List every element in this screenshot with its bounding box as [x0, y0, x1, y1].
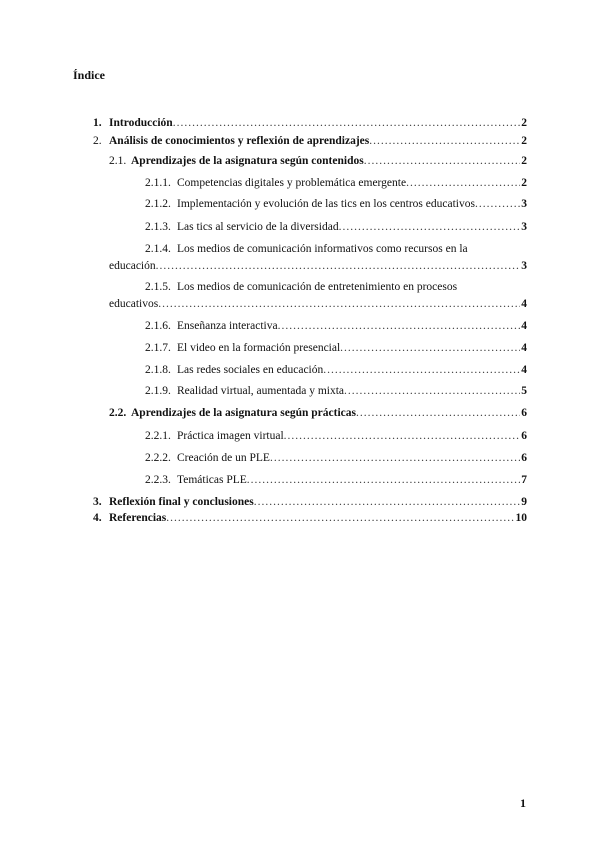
- toc-entry-analisis[interactable]: [109, 135, 527, 147]
- toc-number: 2.1.: [109, 155, 127, 167]
- toc-entry-ensenanza-interactiva[interactable]: [177, 320, 527, 332]
- toc-entry-label: Práctica imagen virtual: [177, 430, 284, 442]
- toc-page-number: 4: [521, 342, 527, 354]
- toc-entry-label: Las redes sociales en educación: [177, 364, 324, 376]
- toc-leader-dots: [406, 177, 520, 189]
- toc-leader-dots: [369, 135, 520, 147]
- toc-entry-implementacion[interactable]: [177, 198, 527, 210]
- toc-number: 2.2.3.: [145, 474, 171, 486]
- toc-leader-dots: [254, 496, 521, 508]
- toc-entry-video-formacion[interactable]: [177, 342, 527, 354]
- toc-entry-label: Reflexión final y conclusiones: [109, 496, 254, 508]
- toc-page-number: 2: [521, 155, 527, 167]
- toc-number: 2.1.7.: [145, 342, 171, 354]
- toc-entry-aprendizajes-contenidos[interactable]: [131, 155, 527, 167]
- toc-entry-aprendizajes-practicas[interactable]: [131, 407, 527, 419]
- toc-leader-dots: [356, 407, 520, 419]
- toc-entry-label: Introducción: [109, 117, 173, 129]
- toc-leader-dots: [166, 512, 514, 524]
- toc-number: 4.: [93, 512, 102, 524]
- toc-page-number: 2: [521, 135, 527, 147]
- toc-number: 3.: [93, 496, 102, 508]
- page-title: Índice: [73, 68, 106, 82]
- toc-page-number: 7: [521, 474, 527, 486]
- toc-leader-dots: [247, 474, 520, 486]
- toc-entry-medios-entretenimiento[interactable]: [109, 298, 527, 310]
- toc-entry-tics-diversidad[interactable]: [177, 221, 527, 233]
- toc-number: 2.1.4.: [145, 243, 171, 255]
- toc-page-number: 2: [521, 117, 527, 129]
- toc-number: 2.2.2.: [145, 452, 171, 464]
- toc-page-number: 3: [521, 260, 527, 272]
- toc-entry-label: Implementación y evolución de las tics en los centros educativos: [177, 198, 475, 210]
- toc-entry-label: Aprendizajes de la asignatura según contenidos: [131, 155, 364, 167]
- toc-entry-label: Aprendizajes de la asignatura según prácticas: [131, 407, 356, 419]
- toc-leader-dots: [339, 221, 521, 233]
- toc-entry-tematicas-ple[interactable]: [177, 474, 527, 486]
- toc-page-number: 3: [521, 221, 527, 233]
- toc-page-number: 4: [521, 320, 527, 332]
- toc-number: 2.1.2.: [145, 198, 171, 210]
- toc-page-number: 3: [521, 198, 527, 210]
- toc-entry-label: educación: [109, 260, 156, 272]
- toc-entry-label: Competencias digitales y problemática emergente: [177, 177, 407, 189]
- toc-number: 2.1.5.: [145, 281, 171, 293]
- toc-entry-reflexion-final[interactable]: [109, 496, 527, 508]
- toc-entry-label: Realidad virtual, aumentada y mixta: [177, 385, 345, 397]
- toc-entry-label: Análisis de conocimientos y reflexión de aprendizajes: [109, 135, 370, 147]
- toc-leader-dots: [475, 198, 520, 210]
- toc-page-number: 4: [521, 298, 527, 310]
- toc-entry-realidad-virtual[interactable]: [177, 385, 527, 397]
- toc-entry-label: Creación de un PLE: [177, 452, 270, 464]
- toc-entry-label: El video en la formación presencial: [177, 342, 341, 354]
- toc-number: 2.2.1.: [145, 430, 171, 442]
- toc-entry-medios-informativos[interactable]: [109, 260, 527, 272]
- toc-entry-label-line1: Los medios de comunicación de entretenimiento en procesos: [177, 281, 458, 293]
- toc-leader-dots: [284, 430, 521, 442]
- toc-leader-dots: [344, 385, 520, 397]
- toc-leader-dots: [323, 364, 520, 376]
- toc-page-number: 2: [521, 177, 527, 189]
- page-number: 1: [520, 796, 526, 810]
- toc-leader-dots: [270, 452, 520, 464]
- toc-entry-label-line1: Los medios de comunicación informativos como recursos en la: [177, 243, 468, 255]
- toc-page-number: 10: [515, 512, 527, 524]
- toc-number: 2.2.: [109, 407, 127, 419]
- toc-number: 2.1.8.: [145, 364, 171, 376]
- toc-entry-referencias[interactable]: [109, 512, 527, 524]
- toc-entry-competencias[interactable]: [177, 177, 527, 189]
- toc-entry-label: Temáticas PLE: [177, 474, 247, 486]
- toc-number: 2.1.1.: [145, 177, 171, 189]
- toc-number: 1.: [93, 117, 102, 129]
- toc-leader-dots: [340, 342, 520, 354]
- toc-leader-dots: [158, 298, 520, 310]
- toc-entry-label: Referencias: [109, 512, 167, 524]
- toc-entry-introduccion[interactable]: [109, 117, 527, 129]
- toc-leader-dots: [156, 260, 521, 272]
- toc-number: 2.1.9.: [145, 385, 171, 397]
- toc-entry-redes-sociales[interactable]: [177, 364, 527, 376]
- toc-entry-label: educativos: [109, 298, 159, 310]
- toc-leader-dots: [364, 155, 521, 167]
- toc-page-number: 6: [521, 407, 527, 419]
- toc-number: 2.: [93, 135, 102, 147]
- toc-number: 2.1.6.: [145, 320, 171, 332]
- toc-entry-creacion-ple[interactable]: [177, 452, 527, 464]
- toc-page-number: 9: [521, 496, 527, 508]
- toc-page-number: 5: [521, 385, 527, 397]
- toc-leader-dots: [278, 320, 521, 332]
- toc-page-number: 4: [521, 364, 527, 376]
- toc-page-number: 6: [521, 430, 527, 442]
- toc-number: 2.1.3.: [145, 221, 171, 233]
- toc-entry-label: Las tics al servicio de la diversidad: [177, 221, 339, 233]
- toc-entry-practica-imagen[interactable]: [177, 430, 527, 442]
- toc-leader-dots: [173, 117, 521, 129]
- toc-page-number: 6: [521, 452, 527, 464]
- toc-entry-label: Enseñanza interactiva: [177, 320, 278, 332]
